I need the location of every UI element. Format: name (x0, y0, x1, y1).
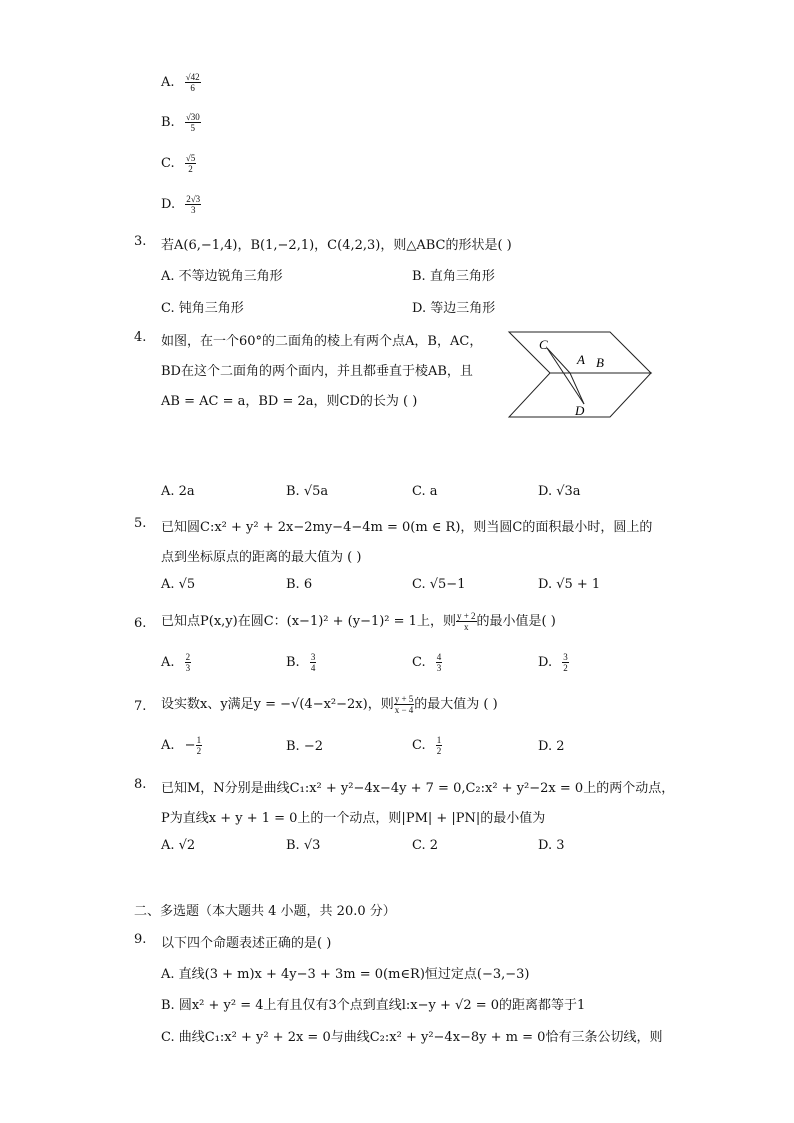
fraction (196, 735, 203, 756)
option-letter: C. (412, 655, 426, 670)
q9-number: 9. (134, 932, 147, 947)
q6-option-a (161, 652, 191, 673)
dihedral-angle-figure (500, 328, 660, 423)
q4-option-b: B. √5a (286, 484, 329, 499)
segment-ad (570, 373, 584, 404)
q9-option-b: B. 圆x² + y² = 4上有且仅有3个点到直线l:x−y + √2 = 0的距离都等于1 (161, 998, 586, 1013)
q6-stem (161, 610, 556, 632)
segment-ca (547, 348, 570, 373)
q3-option-d: D. 等边三角形 (412, 301, 496, 316)
option-letter: A. (161, 655, 175, 670)
q7-option-a (161, 735, 202, 756)
q4-stem-line2: BD在这个二面角的两个面内，并且都垂直于棱AB，且 (161, 364, 473, 379)
q5-stem-line2: 点到坐标原点的距离的最大值为 ( ) (161, 550, 362, 565)
q5-option-b: B. 6 (286, 577, 313, 592)
label-a: A (577, 352, 585, 367)
option-letter: D. (161, 197, 176, 212)
fraction-denominator: 2 (436, 746, 442, 756)
q6-number: 6. (134, 616, 147, 631)
q4-option-c: C. a (412, 484, 438, 499)
fraction (562, 652, 569, 673)
q4-number: 4. (134, 330, 147, 345)
fraction-denominator: 2 (188, 164, 193, 174)
option-letter: C. (161, 156, 175, 171)
q5-number: 5. (134, 516, 147, 531)
q7-stem (161, 693, 498, 715)
q9-stem: 以下四个命题表述正确的是( ) (161, 936, 332, 951)
q8-option-d: D. 3 (538, 838, 565, 853)
q7-stem-text: 设实数x、y满足y = −√(4−x²−2x)，则 (161, 697, 394, 712)
fraction-numerator: √5 (185, 153, 196, 163)
fraction (185, 194, 201, 215)
q4-stem-line1: 如图，在一个60°的二面角的棱上有两个点A，B，AC， (161, 334, 483, 349)
q4-option-d: D. √3a (538, 484, 581, 499)
q6-option-d (538, 652, 569, 673)
fraction (185, 652, 192, 673)
q6-stem-text: 已知点P(x,y)在圆C：(x−1)² + (y−1)² = 1上，则 (161, 614, 456, 629)
q7-option-c (412, 735, 442, 756)
fraction-numerator: y + 5 (394, 694, 414, 704)
q5-stem-line1: 已知圆C:x² + y² + 2x−2my−4−4m = 0(m ∈ R)，则当圆C的面积最小时，圆上的 (161, 520, 653, 535)
q7-number: 7. (134, 699, 147, 714)
fraction-numerator: 2√3 (186, 194, 201, 204)
label-c: C (539, 337, 548, 352)
fraction-denominator: 3 (436, 663, 442, 673)
fraction (436, 652, 443, 673)
option-letter: A. (161, 75, 175, 90)
fraction (436, 735, 443, 756)
fraction-numerator: 4 (436, 652, 442, 662)
q2-option-b (161, 112, 201, 133)
fraction-numerator: 3 (563, 652, 568, 662)
fraction-numerator: y + 2 (456, 611, 476, 621)
q8-option-c: C. 2 (412, 838, 439, 853)
fraction (185, 153, 196, 174)
q3-option-c: C. 钝角三角形 (161, 301, 244, 316)
q7-option-d: D. 2 (538, 739, 565, 754)
fraction (185, 112, 201, 133)
q5-option-d: D. √5 + 1 (538, 577, 601, 592)
fraction-numerator: √42 (185, 72, 200, 82)
fraction-denominator: 5 (190, 123, 196, 133)
q6-stem-tail: 的最小值是( ) (476, 614, 556, 629)
fraction-denominator: 3 (185, 663, 191, 673)
q3-number: 3. (134, 234, 147, 249)
fraction-numerator: 3 (310, 652, 316, 662)
fraction (185, 72, 201, 93)
q8-option-a: A. √2 (161, 838, 196, 853)
q4-stem-line3: AB = AC = a，BD = 2a，则CD的长为 ( ) (161, 394, 418, 409)
q3-option-a: A. 不等边锐角三角形 (161, 269, 283, 284)
q8-stem-line1: 已知M，N分别是曲线C₁:x² + y²−4x−4y + 7 = 0,C₂:x² + y²−2x = 0上的两个动点， (161, 781, 675, 796)
fraction-denominator: 2 (563, 663, 568, 673)
option-letter: C. (412, 738, 426, 753)
q2-option-a (161, 72, 201, 93)
q4-option-a: A. 2a (161, 484, 195, 499)
q3-stem: 若A(6,−1,4)，B(1,−2,1)，C(4,2,3)，则△ABC的形状是( ) (161, 238, 512, 253)
q9-option-c: C. 曲线C₁:x² + y² + 2x = 0与曲线C₂:x² + y²−4x−8y + m = 0恰有三条公切线，则 (161, 1030, 663, 1045)
q2-option-d (161, 194, 201, 215)
option-letter: B. (286, 655, 300, 670)
fraction-denominator: 4 (310, 663, 316, 673)
q9-option-a: A. 直线(3 + m)x + 4y−3 + 3m = 0(m∈R)恒过定点(−3,−3) (161, 967, 530, 982)
q3-option-b: B. 直角三角形 (412, 269, 495, 284)
fraction-denominator: x − 4 (394, 705, 414, 715)
q8-option-b: B. √3 (286, 838, 321, 853)
fraction-numerator: 1 (196, 735, 202, 745)
fraction (456, 611, 477, 632)
q8-stem-line2: P为直线x + y + 1 = 0上的一个动点，则|PM| + |PN|的最小值为 (161, 811, 546, 826)
q7-option-b: B. −2 (286, 739, 323, 754)
fraction-numerator: 1 (436, 735, 442, 745)
option-letter: A. (161, 738, 175, 753)
section-heading: 二、多选题（本大题共 4 小题，共 20.0 分） (134, 904, 396, 919)
fraction-denominator: 3 (190, 205, 196, 215)
q5-option-c: C. √5−1 (412, 577, 466, 592)
option-letter: D. (538, 655, 553, 670)
label-d: D (575, 403, 585, 418)
q6-option-c (412, 652, 442, 673)
fraction-numerator: √30 (185, 112, 200, 122)
option-letter: B. (161, 115, 175, 130)
q2-option-c (161, 153, 196, 174)
q7-stem-tail: 的最大值为 ( ) (414, 697, 498, 712)
minus-sign: − (184, 738, 196, 753)
fraction-denominator: 2 (196, 746, 202, 756)
fraction-numerator: 2 (185, 652, 191, 662)
q6-option-b (286, 652, 316, 673)
q5-option-a: A. √5 (161, 577, 196, 592)
fraction (310, 652, 317, 673)
fraction (394, 694, 415, 715)
label-b: B (596, 355, 604, 370)
q8-number: 8. (134, 777, 147, 792)
fraction-denominator: x (463, 622, 469, 632)
fraction-denominator: 6 (190, 83, 195, 93)
